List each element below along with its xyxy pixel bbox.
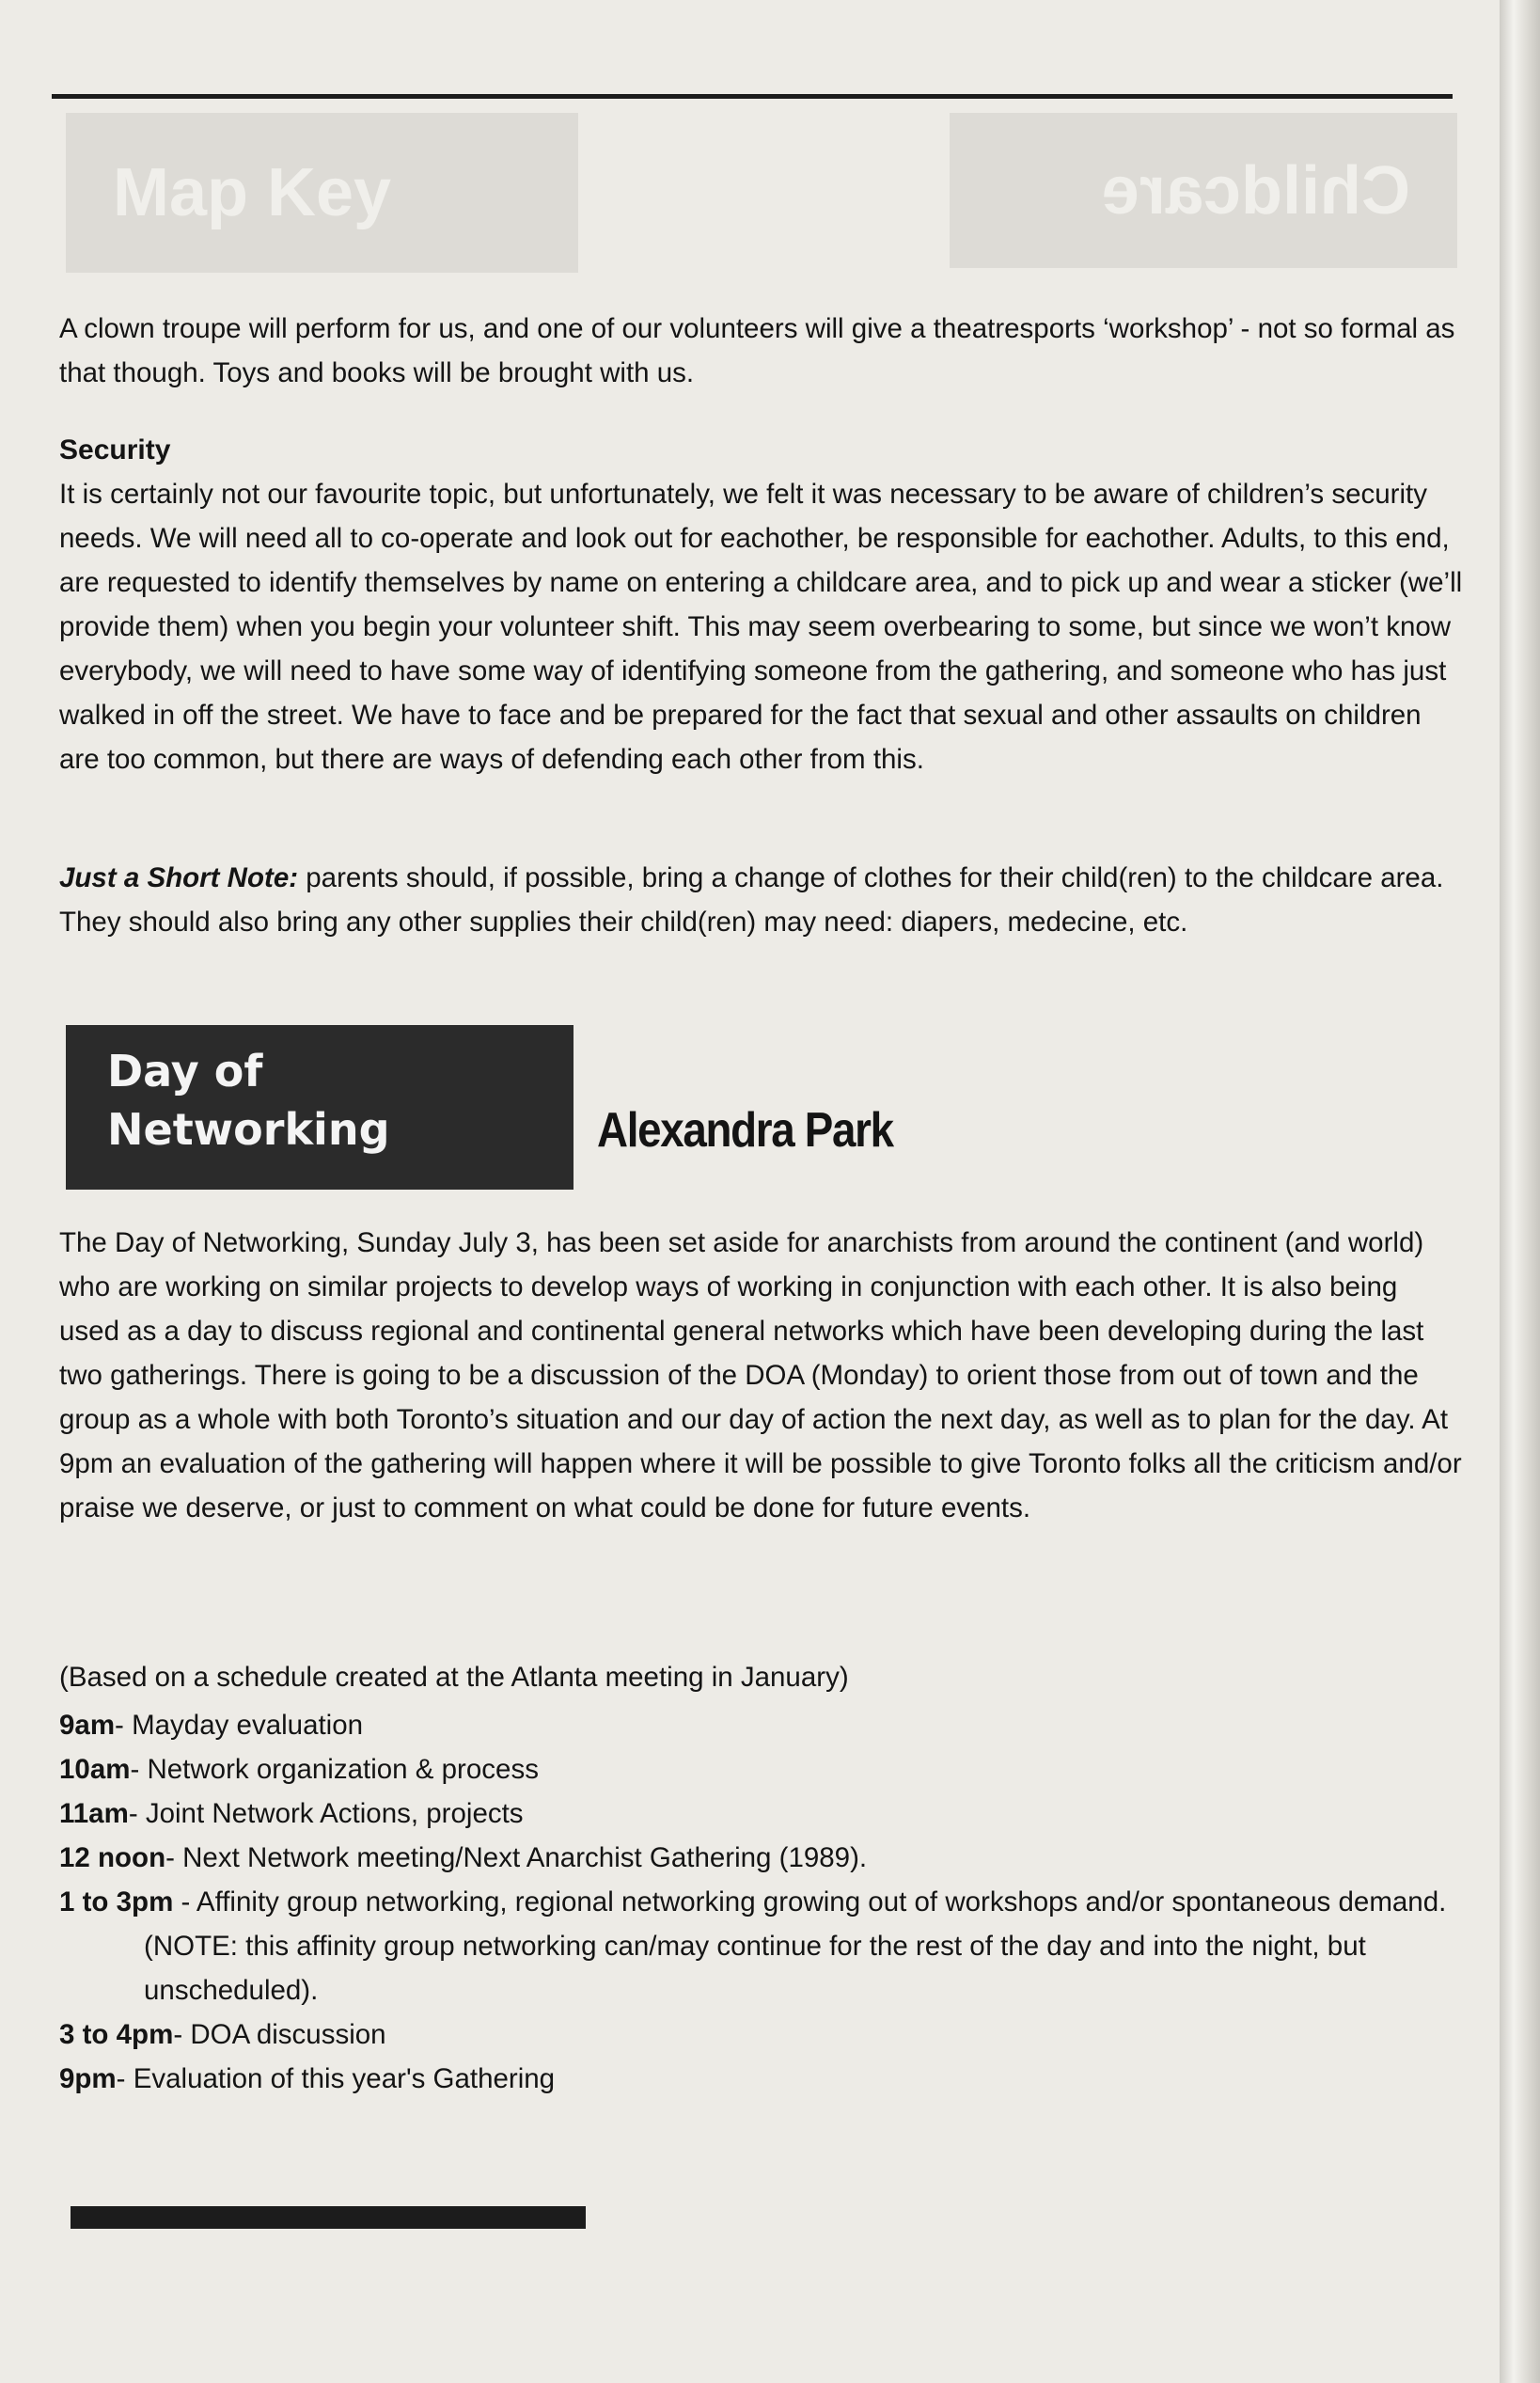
ghost-heading-left-text: Map Key [113,155,392,230]
ghost-heading-right [950,113,1457,268]
schedule-desc: - Evaluation of this year's Gathering [116,2063,556,2094]
security-heading: Security [59,434,171,466]
section-title-box [66,1025,574,1190]
schedule-item [59,1791,1469,1836]
schedule-intro: (Based on a schedule created at the Atlanta meeting in January) [59,1662,849,1693]
schedule-time: 10am [59,1754,131,1785]
section-title-line2: Networking [107,1104,390,1155]
schedule-item [59,2057,1469,2101]
top-rule [52,94,1453,99]
security-paragraph: It is certainly not our favourite topic, but unfortunately, we felt it was necessary to be aware of children’s security needs. We will need all to co-operate and look out for eachother, be responsible for eachother. Adults, to this end, are requested to identify themselves by name on entering a childcare area, and to pick up and wear a sticker (we’ll provide them) when you begin your volunteer shift. This may seem overbearing to some, but since we won’t know everybody, we will need to have some way of identifying someone from the gathering, and someone who has just walked in off the street. We have to face and be prepared for the fact that sexual and other assaults on children are too common, but there are ways of defending each other from this. [59,479,1463,775]
schedule-time: 12 noon [59,1842,166,1873]
schedule-item [59,1836,1469,1880]
schedule-desc: - Affinity group networking, regional networking growing out of workshops and/or spontaneous demand. (NOTE: this affinity group networking can/may continue for the rest of the day and into the night, but unscheduled). [144,1886,1447,2006]
schedule-time: 1 to 3pm [59,1886,174,1917]
schedule-item [59,1703,1469,1747]
networking-paragraph: The Day of Networking, Sunday July 3, has been set aside for anarchists from around the continent (and world) who are working on similar projects to develop ways of working in conjunction with each other. It is also being used as a day to discuss regional and continental general networks which have been developing during the last two gatherings. There is going to be a discussion of the DOA (Monday) to orient those from out of town and the group as a whole with both Toronto’s situation and our day of action the next day, as well as to plan for the day. At 9pm an evaluation of the gathering will happen where it will be possible to give Toronto folks all the criticism and/or praise we deserve, or just to comment on what could be done for future events. [59,1227,1462,1523]
book-spine-edge [1500,0,1540,2383]
schedule-item [59,2012,1469,2057]
schedule-time: 3 to 4pm [59,2019,174,2050]
ghost-heading-left [66,113,578,273]
intro-paragraph: A clown troupe will perform for us, and one of our volunteers will give a theatresports ‘workshop’ - not so formal as that though. Toys and books will be brought with us. [59,313,1455,388]
schedule-time: 9pm [59,2063,117,2094]
schedule-desc: - Joint Network Actions, projects [128,1798,524,1829]
schedule-desc: - Mayday evaluation [115,1710,364,1741]
short-note-body: parents should, if possible, bring a change of clothes for their child(ren) to the childcare area. They should also bring any other supplies their child(ren) may need: diapers, medecine, etc. [59,862,1444,938]
ghost-heading-right-text: Childcare [1101,152,1410,229]
schedule-desc: - DOA discussion [173,2019,386,2050]
short-note-lead: Just a Short Note: [59,862,299,893]
bottom-rule [71,2206,586,2229]
schedule-item [59,1880,1469,2012]
schedule-desc: - Network organization & process [130,1754,539,1785]
schedule-item [59,1747,1469,1791]
schedule-time: 9am [59,1710,116,1741]
schedule [59,1655,1469,2101]
location-title: Alexandra Park [597,1103,893,1158]
short-note-paragraph [59,856,1465,944]
schedule-time: 11am [59,1798,129,1829]
schedule-desc: - Next Network meeting/Next Anarchist Gathering (1989). [165,1842,868,1873]
section-title-line1: Day of [107,1046,263,1097]
